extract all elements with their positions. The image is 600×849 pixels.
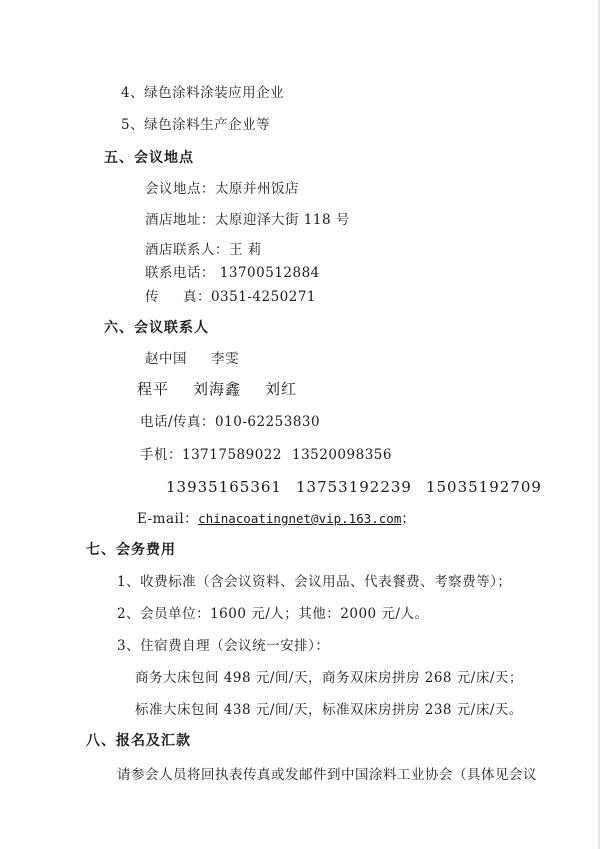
venue-address: 酒店地址：太原迎泽大街 118 号 (145, 212, 350, 228)
contact-name: 刘海鑫 (193, 380, 242, 398)
room-rates-row-1: 商务大床包间 498 元/间/天，商务双床房拼房 268 元/床/天； (135, 670, 523, 686)
email-label: E-mail： (137, 511, 199, 527)
fee-item-2: 2、会员单位：1600 元/人；其他：2000 元/人。 (117, 606, 429, 622)
mobile-number: 13520098356 (291, 447, 392, 463)
mobile-number: 13935165361 (166, 478, 282, 496)
mobile-number: 13717589022 (182, 447, 282, 463)
mobile-label: 手机： (140, 447, 182, 463)
section-heading-venue: 五、会议地点 (104, 150, 194, 166)
room-rates-row-2: 标准大床包间 438 元/间/天，标准双床房拼房 238 元/床/天。 (135, 702, 523, 718)
mobile-number: 13753192239 (295, 478, 412, 496)
email-link[interactable]: chinacoatingnet@vip.163.com (198, 511, 402, 526)
contact-name: 赵中国 (145, 351, 187, 367)
contact-name: 程平 (137, 380, 170, 398)
contact-names-row-1 (145, 350, 239, 368)
mobile-number: 15035192709 (425, 478, 542, 496)
participant-item-5: 5、绿色涂料生产企业等 (121, 117, 271, 133)
venue-contact-person: 酒店联系人：王 莉 (145, 242, 262, 258)
section-heading-contacts: 六、会议联系人 (104, 320, 209, 336)
fee-item-1: 1、收费标准（含会议资料、会议用品、代表餐费、考察费等）； (117, 574, 512, 590)
contact-mobiles-row-2 (166, 478, 542, 496)
fee-item-3: 3、住宿费自理（会议统一安排）： (117, 638, 330, 654)
contact-names-row-2 (137, 380, 297, 398)
contact-email (137, 510, 415, 528)
venue-fax-label: 传 真： (145, 289, 211, 305)
section-heading-registration: 八、报名及汇款 (86, 733, 191, 749)
email-suffix: ； (401, 511, 416, 527)
venue-fax (145, 288, 316, 306)
registration-text: 请参会人员将回执表传真或发邮件到中国涂料工业协会（具体见会议 (117, 767, 537, 783)
contact-tel-fax: 电话/传真：010-62253830 (140, 414, 321, 430)
contact-name: 刘红 (265, 380, 298, 398)
contact-mobiles-row-1 (140, 446, 392, 464)
participant-item-4: 4、绿色涂料涂装应用企业 (121, 85, 285, 101)
venue-fax-number: 0351-4250271 (210, 289, 317, 305)
venue-phone: 联系电话： 13700512884 (145, 265, 320, 281)
contact-name: 李雯 (211, 351, 239, 367)
venue-place: 会议地点：太原并州饭店 (145, 181, 299, 197)
section-heading-fees: 七、会务费用 (86, 542, 176, 558)
